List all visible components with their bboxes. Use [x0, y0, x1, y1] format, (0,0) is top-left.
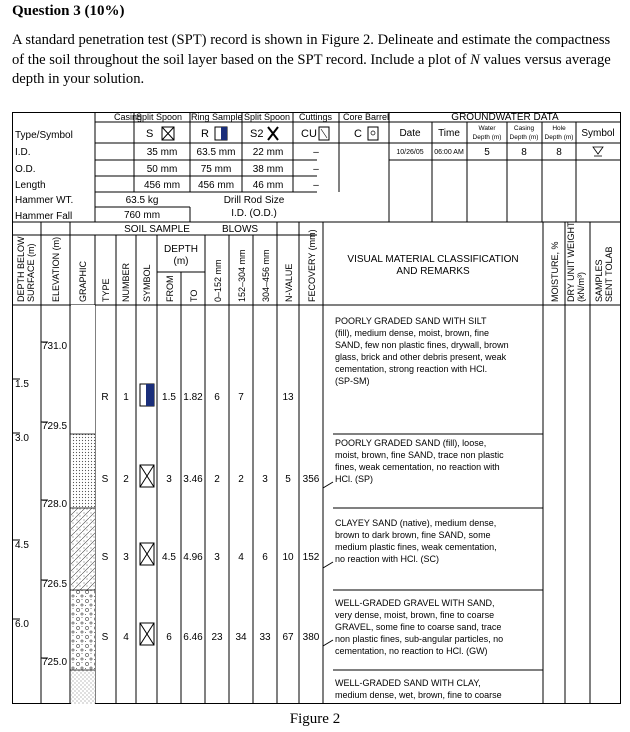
split-spoon-sample-icon	[140, 623, 154, 645]
id-ring-sample: 63.5 mm	[196, 147, 236, 158]
sample-2-blows-1: 2	[214, 474, 220, 485]
gw-water-depth: Depth (m)	[472, 134, 502, 141]
gw-casing-depth-value: 8	[521, 147, 527, 158]
layer-3-line: medium plastic fines, weak cementation,	[335, 542, 497, 552]
sample-row-1	[101, 392, 294, 403]
hdr-core-barrel: Core Barrel	[343, 112, 390, 122]
sample-2-number: 2	[123, 474, 129, 485]
col-moisture: MOISTURE, %	[550, 241, 560, 302]
layer-2-line: POORLY GRADED SAND (fill), loose,	[335, 438, 487, 448]
col-recovery: FECOVERY (mm)	[307, 229, 317, 302]
sample-2-from: 3	[166, 474, 172, 485]
sample-row-4	[102, 632, 320, 643]
hdr-split-spoon: Split Spoon	[136, 112, 183, 122]
layer-1-line: POORLY GRADED SAND WITH SILT	[335, 316, 487, 326]
elevation-1: 731.0	[42, 341, 68, 352]
sample-1-n-value: 13	[282, 392, 294, 403]
sample-4-blows-2: 34	[235, 632, 247, 643]
len-cuttings: –	[313, 180, 319, 191]
hdr-cuttings: Cuttings	[299, 112, 333, 122]
hdr-visual-2: AND REMARKS	[396, 266, 470, 277]
hdr-sym-c: C	[354, 128, 362, 140]
sample-row-2	[102, 474, 320, 485]
id-split-spoon: 35 mm	[146, 147, 178, 158]
gw-hole-label: Hole	[552, 125, 566, 132]
sample-3-recovery: 152	[302, 552, 320, 563]
layer-1-line: cementation, strong reaction with HCl.	[335, 364, 488, 374]
col-n-value: N-VALUE	[284, 263, 294, 302]
sample-2-to: 3.46	[183, 474, 203, 485]
hdr-split-spoon-2: Split Spoon	[244, 112, 291, 122]
len-ring-sample: 456 mm	[197, 180, 235, 191]
hdr-sym-cu: CU	[301, 128, 317, 140]
drill-rod-id-od: I.D. (O.D.)	[231, 208, 277, 219]
layer-5-line: WELL-GRADED SAND WITH CLAY,	[335, 678, 481, 688]
hammer-wt-value: 63.5 kg	[125, 195, 159, 206]
hdr-sym-r: R	[201, 128, 209, 140]
sample-1-from: 1.5	[162, 392, 176, 403]
hdr-soil-sample: SOIL SAMPLE	[124, 224, 190, 235]
layer-4-line: non plastic fines, sub-angular particles, no	[335, 634, 504, 644]
sample-2-blows-2: 2	[238, 474, 244, 485]
col-from: FROM	[165, 275, 175, 302]
hdr-ring-sample: Ring Sample	[191, 112, 243, 122]
hdr-depth: DEPTH	[164, 244, 198, 255]
layer-3-line: brown to dark brown, fine SAND, some	[335, 530, 491, 540]
layer-2-line: moist, brown, fine SAND, trace non plastic	[335, 450, 504, 460]
gw-casing-depth: Depth (m)	[509, 134, 539, 141]
od-split-spoon: 50 mm	[146, 164, 178, 175]
sample-1-to: 1.82	[183, 392, 203, 403]
sample-2-recovery: 356	[302, 474, 320, 485]
sample-3-blows-2: 4	[238, 552, 244, 563]
sample-3-n-value: 10	[282, 552, 294, 563]
layer-2-line: fines, weak cementation, no reaction with	[335, 462, 500, 472]
hdr-blows: BLOWS	[221, 224, 259, 235]
layer-3-line: no reaction with HCl. (SC)	[335, 554, 440, 564]
sample-1-blows-2: 7	[238, 392, 244, 403]
hdr-depth-unit: (m)	[173, 256, 189, 267]
col-dry-unit-weight: DRY UNIT WEIGHT	[566, 221, 576, 302]
question-title: Question 3 (10%)	[12, 3, 125, 19]
question-text-b: values versus average depth in your solution.	[12, 51, 611, 87]
id-cuttings: –	[313, 147, 319, 158]
layer-2-line: HCl. (SP)	[335, 474, 373, 484]
col-number: NUMBER	[121, 262, 131, 302]
layer-4-line: very dense, moist, brown, fine to coarse	[335, 610, 495, 620]
layer-1-line: (SP-SM)	[335, 376, 370, 386]
sample-1-number: 1	[123, 392, 129, 403]
elevation-2: 729.5	[42, 421, 68, 432]
col-samples-sent: SENT TOLAB	[604, 246, 614, 302]
gw-time: 06:00 AM	[434, 149, 464, 156]
hdr-od-label: O.D.	[15, 164, 36, 175]
question-text-a: A standard penetration test (SPT) record is shown in Figure 2. Delineate and estimate the compactness of the soil throughout the soil layer based on the SPT record. Include a plot of	[12, 32, 611, 68]
od-cuttings: –	[313, 164, 319, 175]
col-graphic: GRAPHIC	[78, 260, 88, 302]
col-type: TYPE	[101, 278, 111, 302]
sample-4-to: 6.46	[183, 632, 203, 643]
water-table-icon	[593, 147, 603, 156]
hdr-hammer-wt-label: Hammer WT.	[15, 195, 74, 206]
sample-4-n-value: 67	[282, 632, 294, 643]
layer-1-line: SAND, few non plastic fines, drywall, brown	[335, 340, 509, 350]
hdr-id-label: I.D.	[15, 147, 31, 158]
elevation-4: 726.5	[42, 579, 68, 590]
split-spoon-2-cross-icon	[268, 127, 278, 140]
sample-row-3	[102, 552, 320, 563]
col-blows-304-456: 304–456 mm	[261, 249, 271, 302]
ring-sample-icon	[140, 384, 154, 406]
hdr-sym-s2: S2	[250, 128, 264, 140]
od-ring-sample: 75 mm	[200, 164, 232, 175]
elevation-3: 728.0	[42, 499, 68, 510]
question-n-symbol: N	[470, 51, 480, 68]
col-symbol: SYMBOL	[142, 264, 152, 302]
col-elevation: ELEVATION (m)	[51, 236, 61, 302]
hdr-hammer-fall-label: Hammer Fall	[15, 211, 73, 222]
sample-4-from: 6	[166, 632, 172, 643]
spt-boring-log	[12, 112, 621, 704]
sample-4-number: 4	[123, 632, 129, 643]
figure-caption: Figure 2	[289, 711, 341, 727]
gw-hole-depth-value: 8	[556, 147, 562, 158]
od-split-spoon-2: 38 mm	[252, 164, 284, 175]
hammer-fall-value: 760 mm	[123, 210, 161, 221]
depth-tick-4: 6.0	[15, 619, 29, 630]
layer-1-line: (fill), medium dense, moist, brown, fine	[335, 328, 490, 338]
layer-3-line: CLAYEY SAND (native), medium dense,	[335, 518, 497, 528]
hdr-casing: Casing	[114, 112, 143, 122]
sample-1-type: R	[101, 392, 109, 403]
id-split-spoon-2: 22 mm	[252, 147, 284, 158]
layer-4-line: WELL-GRADED GRAVEL WITH SAND,	[335, 598, 495, 608]
layer-4-line: GRAVEL, some fine to coarse sand, trace	[335, 622, 502, 632]
gw-casing-label: Casing	[513, 125, 535, 132]
gw-hole-depth: Depth (m)	[544, 134, 574, 141]
sample-2-blows-3: 3	[262, 474, 268, 485]
len-split-spoon: 456 mm	[143, 180, 181, 191]
sample-4-recovery: 380	[302, 632, 320, 643]
hdr-length-label: Length	[15, 180, 46, 191]
col-blows-0-152: 0–152 mm	[213, 259, 223, 302]
gw-date: 10/26/05	[396, 149, 424, 156]
sample-1-blows-1: 6	[214, 392, 220, 403]
col-blows-152-304: 152–304 mm	[237, 249, 247, 302]
layer-4-line: cementation, no reaction to HCl. (GW)	[335, 646, 488, 656]
col-dry-unit-weight-unit: (kN/m³)	[576, 272, 586, 302]
gw-time-label: Time	[438, 128, 460, 139]
sample-3-from: 4.5	[162, 552, 176, 563]
hdr-sym-s: S	[146, 128, 154, 140]
gw-water-depth-value: 5	[484, 147, 490, 158]
gw-date-label: Date	[399, 128, 421, 139]
gw-water-label: Water	[478, 125, 496, 132]
question-text	[12, 31, 618, 90]
sample-3-type: S	[101, 552, 109, 563]
hdr-type-symbol: Type/Symbol	[15, 130, 73, 141]
depth-tick-3: 4.5	[15, 540, 29, 551]
len-split-spoon-2: 46 mm	[252, 180, 284, 191]
split-spoon-sample-icon	[140, 465, 154, 487]
core-barrel-symbol-icon	[368, 127, 378, 140]
depth-tick-2: 3.0	[15, 433, 29, 444]
sample-3-blows-1: 3	[214, 552, 220, 563]
sample-2-n-value: 5	[285, 474, 291, 485]
sample-3-to: 4.96	[183, 552, 203, 563]
sample-4-blows-3: 33	[259, 632, 271, 643]
gw-title: GROUNDWATER DATA	[451, 112, 559, 123]
sample-3-number: 3	[123, 552, 129, 563]
sample-4-blows-1: 23	[211, 632, 223, 643]
elevation-5: 725.0	[42, 657, 68, 668]
layer-5-line: medium dense, wet, brown, fine to coarse	[335, 690, 502, 700]
col-depth-below-surface: DEPTH BELOW	[16, 236, 26, 302]
col-to: TO	[189, 289, 199, 302]
gw-symbol-label: Symbol	[581, 128, 615, 139]
sample-2-type: S	[101, 474, 109, 485]
col-samples: SAMPLES	[594, 259, 604, 302]
sample-4-type: S	[101, 632, 109, 643]
depth-tick-1: 1.5	[15, 379, 29, 390]
drill-rod-size: Drill Rod Size	[223, 195, 285, 206]
sample-3-blows-3: 6	[262, 552, 268, 563]
split-spoon-sample-icon	[140, 543, 154, 565]
layer-1-line: glass, brick and other debris present, weak	[335, 352, 507, 362]
hdr-visual-1: VISUAL MATERIAL CLASSIFICATION	[347, 254, 519, 265]
col-depth-below-surface-unit: SURFACE (m)	[26, 243, 36, 302]
